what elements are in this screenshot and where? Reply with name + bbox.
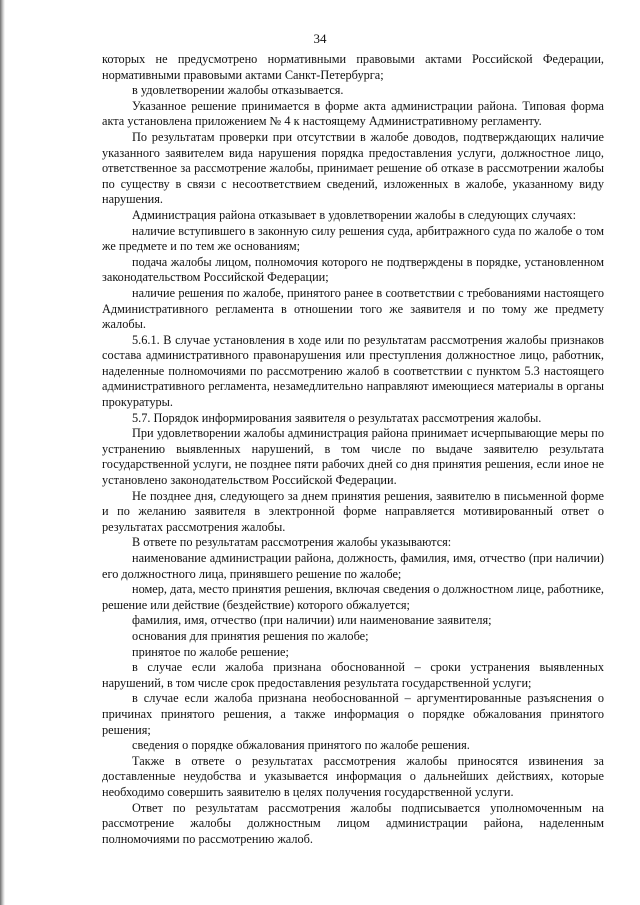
paragraph: в удовлетворении жалобы отказывается. <box>132 83 344 98</box>
paragraph: Также в ответе о результатах рассмотрения жалобы приносятся извинения за доставленные неудобства и указывается информация о дальнейших действиях, которые необходимо совершить заявителю в целях получения государственной услуги. <box>102 753 604 799</box>
paragraph: номер, дата, место принятия решения, включая сведения о должностном лице, работнике, решение или действие (бездействие) которого обжалуется; <box>102 582 604 612</box>
paragraph: основания для принятия решения по жалобе; <box>132 628 369 643</box>
paragraph: наличие решения по жалобе, принятого ранее в соответствии с требованиями настоящего Административного регламента в отношении того же заявителя и по тому же предмету жалобы. <box>102 285 604 332</box>
paragraph: сведения о порядке обжалования принятого по жалобе решения. <box>132 738 470 753</box>
paragraph: Указанное решение принимается в форме акта администрации района. Типовая форма акта установлена приложением № 4 к настоящему Административному регламенту. <box>102 98 604 129</box>
paragraph: 5.7. Порядок информирования заявителя о результатах рассмотрения жалобы. <box>132 410 542 425</box>
paragraph: наличие вступившего в законную силу решения суда, арбитражного суда по жалобе о том же предмете и по тем же основаниям; <box>102 223 604 254</box>
paragraph: фамилия, имя, отчество (при наличии) или наименование заявителя; <box>132 613 492 628</box>
paragraph: наименование администрации района, должность, фамилия, имя, отчество (при наличии) его должностного лица, принявшего решение по жалобе; <box>102 551 604 581</box>
paragraph: В ответе по результатам рассмотрения жалобы указываются: <box>132 535 452 550</box>
document-body <box>102 52 604 847</box>
paragraph: Администрация района отказывает в удовлетворении жалобы в следующих случаях: <box>132 207 577 222</box>
paragraph: принятое по жалобе решение; <box>132 644 289 659</box>
paragraph: в случае если жалоба признана необоснованной – аргументированные разъяснения о причинах принятого решения, а также информация о порядке обжалования принятого решения; <box>102 691 604 737</box>
paragraph: подача жалобы лицом, полномочия которого не подтверждены в порядке, установленном законодательством Российской Федерации; <box>102 254 604 285</box>
scan-edge <box>0 0 5 905</box>
paragraph: По результатам проверки при отсутствии в жалобе доводов, подтверждающих наличие указанного заявителем вида нарушения порядка предоставления услуги, должностное лицо, ответственное за рассмотрение жалобы, принимает решение об отказе в рассмотрении жалобы по существу в связи с несоответствием сведений, изложенных в жалобе, указанному виду нарушения. <box>102 129 604 207</box>
paragraph: в случае если жалоба признана обоснованной – сроки устранения выявленных нарушений, в том числе срок предоставления результата государственной услуги; <box>102 660 604 690</box>
paragraph: Ответ по результатам рассмотрения жалобы подписывается уполномоченным на рассмотрение жалобы должностным лицом администрации района, наделенным полномочиями по рассмотрению жалоб. <box>102 800 604 846</box>
paragraph: 5.6.1. В случае установления в ходе или по результатам рассмотрения жалобы признаков состава административного правонарушения или преступления должностное лицо, работник, наделенные полномочиями по рассмотрению жалоб в соответствии с пунктом 5.3 настоящего административного регламента, незамедлительно направляют имеющиеся материалы в органы прокуратуры. <box>102 332 604 410</box>
paragraph: Не позднее дня, следующего за днем принятия решения, заявителю в письменной форме и по желанию заявителя в электронной форме направляется мотивированный ответ о результатах рассмотрения жалобы. <box>102 488 604 534</box>
paragraph: которых не предусмотрено нормативными правовыми актами Российской Федерации, нормативными правовыми актами Санкт-Петербурга; <box>102 52 604 82</box>
page-number: 34 <box>313 31 327 46</box>
paragraph: При удовлетворении жалобы администрация района принимает исчерпывающие меры по устранению выявленных нарушений, в том числе по выдаче заявителю результата государственной услуги, не позднее пяти рабочих дней со дня принятия решения, если иное не установлено законодательством Российской Федерации. <box>102 426 604 488</box>
